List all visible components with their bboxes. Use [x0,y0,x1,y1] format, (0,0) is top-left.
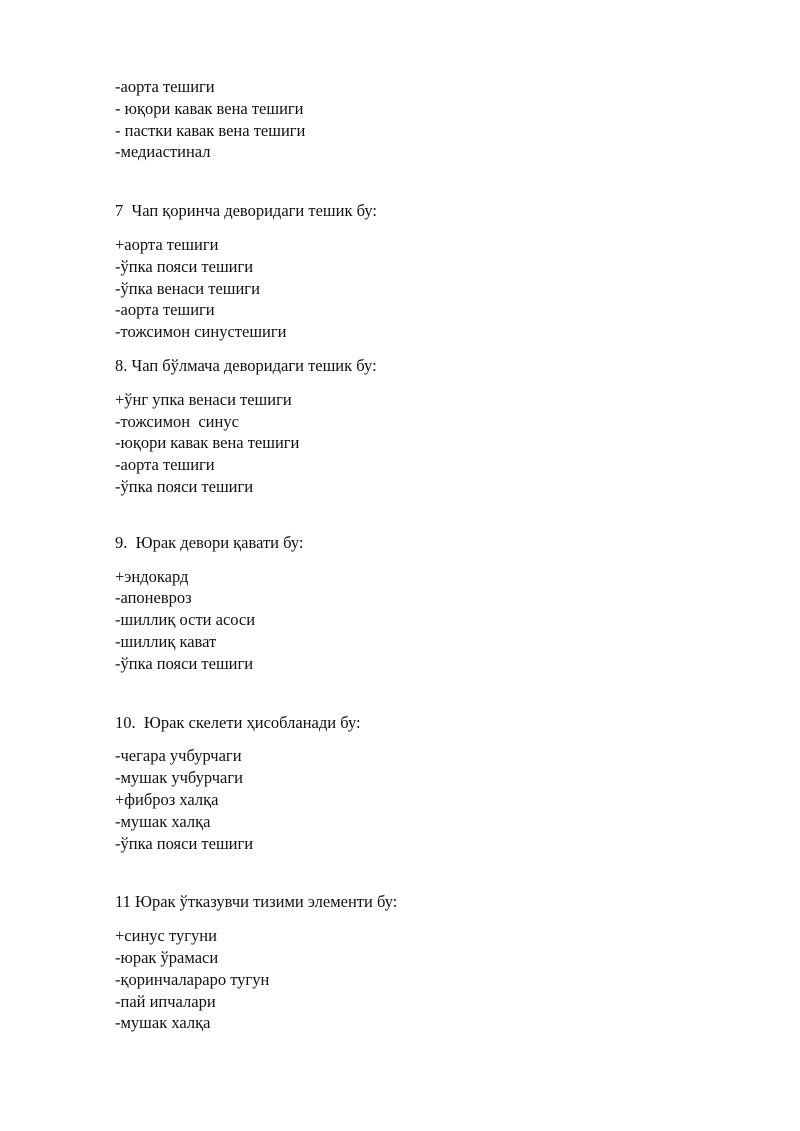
question-10-text: 10. Юрак скелети ҳисобланади бу: [115,712,361,732]
option: -ўпка венаси тешиги [115,278,260,298]
option: +фиброз халқа [115,789,219,809]
option: -ўпка пояси тешиги [115,476,254,496]
option: -аорта тешиги [115,77,215,96]
question-11 [115,891,735,1034]
option: +синус тугуни [115,926,217,946]
option: +ўнг упка венаси тешиги [115,389,292,409]
option: -ўпка пояси тешиги [115,833,254,853]
option: -юрак ўрамаси [115,947,219,967]
option: -пай ипчалари [115,991,216,1011]
question-11-text: 11 Юрак ўтказувчи тизими элементи бу: [115,892,398,912]
option: -мушак халқа [115,1013,211,1033]
question-8-text: 8. Чап бўлмача деворидаги тешик бу: [115,355,377,375]
option: -ўпка пояси тешиги [115,256,254,276]
question-8 [115,355,735,498]
document-page [115,76,735,1034]
question-7-text: 7 Чап қоринча деворидаги тешик бу: [115,201,377,221]
question-9 [115,532,735,675]
question-6-options [115,76,735,163]
option: - юқори кавак вена тешиги [115,98,304,118]
option: -апоневроз [115,588,192,608]
option: +аорта тешиги [115,234,219,254]
option: -мушак халқа [115,811,211,831]
option: - пастки кавак вена тешиги [115,120,306,140]
option: -ўпка пояси тешиги [115,653,254,673]
option: -қоринчалараро тугун [115,969,270,989]
question-10 [115,712,735,855]
option: -шиллиқ кават [115,631,217,651]
option: -шиллиқ ости асоси [115,610,256,630]
question-9-text: 9. Юрак девори қавати бу: [115,532,304,552]
option: -юқори кавак вена тешиги [115,433,300,453]
option: -мушак учбурчаги [115,768,243,788]
question-7 [115,200,735,343]
option: -аорта тешиги [115,455,215,475]
option: +эндокард [115,566,189,586]
option: -чегара учбурчаги [115,746,242,766]
option: -аорта тешиги [115,300,215,320]
option: -тожсимон синустешиги [115,322,287,342]
option: -медиастинал [115,142,211,162]
option: -тожсимон синус [115,411,239,431]
